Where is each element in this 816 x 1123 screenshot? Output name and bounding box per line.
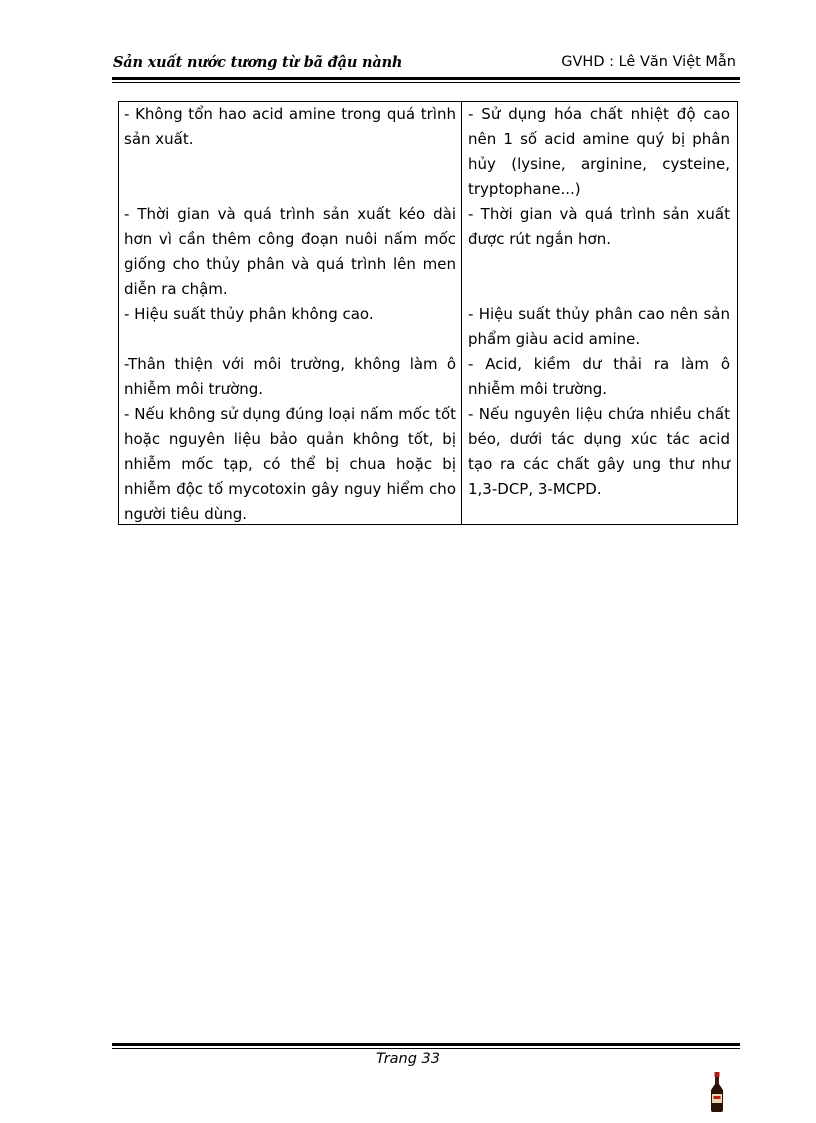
document-title: Sản xuất nước tương từ bã đậu nành	[113, 54, 403, 71]
table-cell-left: -Thân thiện với môi trường, không làm ô nhiễm môi trường.	[124, 355, 456, 398]
comparison-table	[118, 101, 738, 525]
table-cell-right: - Nếu nguyên liệu chứa nhiều chất béo, dưới tác dụng xúc tác acid tạo ra các chất gây ung thư như 1,3-DCP, 3-MCPD.	[468, 405, 730, 498]
table-cell-left: - Thời gian và quá trình sản xuất kéo dài hơn vì cần thêm công đoạn nuôi nấm mốc giống cho thủy phân và quá trình lên men diễn ra chậm.	[124, 205, 456, 298]
header-rule	[112, 77, 740, 80]
column-divider	[461, 102, 462, 524]
header-rule-thin	[112, 82, 740, 83]
page-number: Trang 33	[375, 1051, 441, 1067]
table-cell-left: - Hiệu suất thủy phân không cao.	[124, 305, 374, 323]
soy-sauce-bottle-icon	[708, 1072, 726, 1112]
table-cell-right: - Hiệu suất thủy phân cao nên sản phẩm giàu acid amine.	[468, 305, 730, 348]
instructor-name: GVHD : Lê Văn Việt Mẫn	[561, 54, 736, 70]
table-cell-right: - Acid, kiềm dư thải ra làm ô nhiễm môi trường.	[468, 355, 730, 398]
footer-rule	[112, 1043, 740, 1046]
table-cell-right: - Thời gian và quá trình sản xuất được rút ngắn hơn.	[468, 205, 730, 248]
table-cell-left: - Nếu không sử dụng đúng loại nấm mốc tốt hoặc nguyên liệu bảo quản không tốt, bị nhiễm mốc tạp, có thể bị chua hoặc bị nhiễm độc tố mycotoxin gây nguy hiểm cho người tiêu dùng.	[124, 405, 456, 523]
footer-rule-thin	[112, 1048, 740, 1049]
table-cell-left: - Không tổn hao acid amine trong quá trình sản xuất.	[124, 105, 456, 148]
table-cell-right: - Sử dụng hóa chất nhiệt độ cao nên 1 số acid amine quý bị phân hủy (lysine, arginine, cysteine, tryptophane...)	[468, 105, 730, 198]
